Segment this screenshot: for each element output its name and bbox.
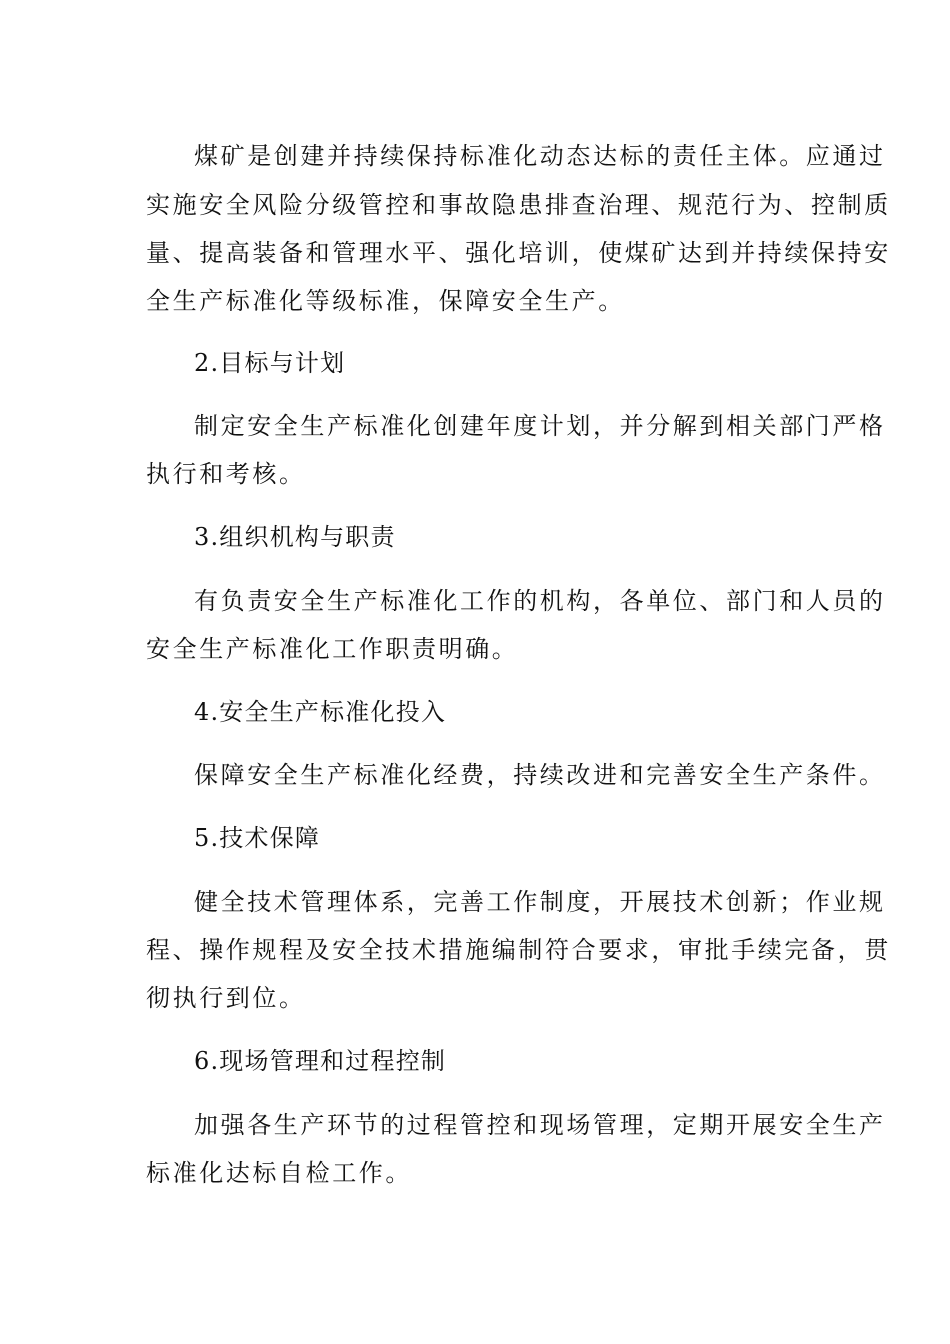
section-5-line-3: 彻执行到位。 [146,984,306,1012]
paragraph-1-line-4: 全生产标准化等级标准，保障安全生产。 [146,287,625,315]
paragraph-1-line-3: 量、提高装备和管理水平、强化培训，使煤矿达到并持续保持安 [146,239,891,267]
paragraph-1-line-1: 煤矿是创建并持续保持标准化动态达标的责任主体。应通过 [194,142,886,170]
section-5-line-1: 健全技术管理体系，完善工作制度，开展技术创新；作业规 [194,888,886,916]
section-2-line-1: 制定安全生产标准化创建年度计划，并分解到相关部门严格 [194,412,886,440]
section-heading-technical-support: 5.技术保障 [194,824,321,852]
section-3-line-2: 安全生产标准化工作职责明确。 [146,635,519,663]
section-4-line-1: 保障安全生产标准化经费，持续改进和完善安全生产条件。 [194,761,886,789]
section-heading-organization-duties: 3.组织机构与职责 [194,523,396,551]
section-heading-site-management: 6.现场管理和过程控制 [194,1047,447,1075]
section-5-line-2: 程、操作规程及安全技术措施编制符合要求，审批手续完备，贯 [146,936,891,964]
section-heading-goals-plan: 2.目标与计划 [194,349,346,377]
section-6-line-2: 标准化达标自检工作。 [146,1159,412,1187]
section-heading-investment: 4.安全生产标准化投入 [194,698,447,726]
section-6-line-1: 加强各生产环节的过程管控和现场管理，定期开展安全生产 [194,1111,886,1139]
section-3-line-1: 有负责安全生产标准化工作的机构，各单位、部门和人员的 [194,587,886,615]
section-2-line-2: 执行和考核。 [146,460,306,488]
paragraph-1-line-2: 实施安全风险分级管控和事故隐患排查治理、规范行为、控制质 [146,191,891,219]
